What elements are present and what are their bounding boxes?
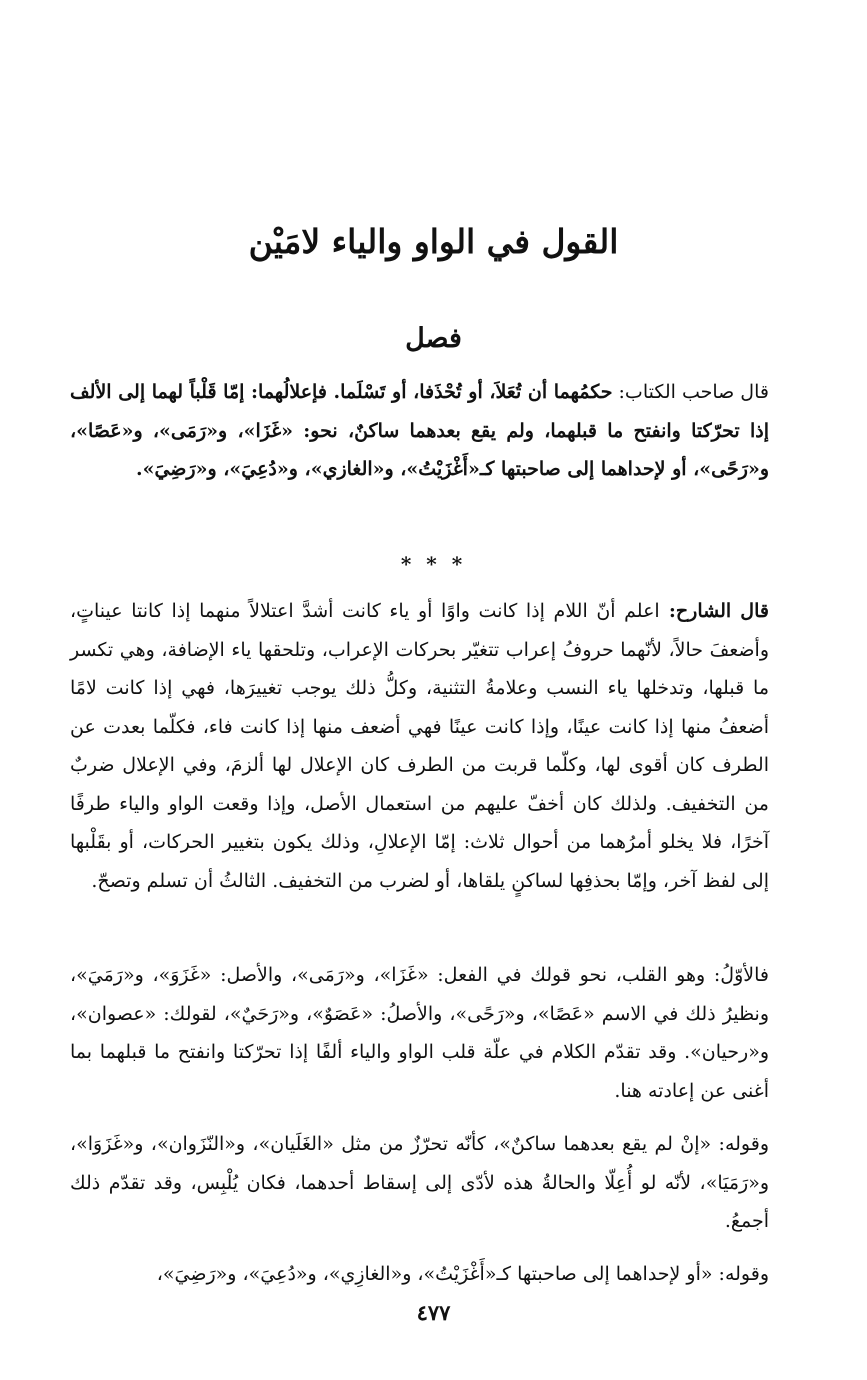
author-text-paragraph: [70, 373, 797, 489]
paragraph-condition: وقوله: «إنْ لم يقع بعدهما ساكنٌ»، كأنّه تحرّزٌ من مثل «الغَلَيان»، و«النّزَوان»، و«غَزَوَا»، و«رَمَيَا»، لأنّه لو أُعِلّا والحالةُ هذه لأدّى إلى إسقاط أحدهما، فكان يُلْبِس، وقد تقدّم ذلك أجمعُ.: [70, 1133, 769, 1232]
page-number: ٤٧٧: [416, 1300, 451, 1325]
chapter-title: القول في الواو والياء لامَيْن: [248, 222, 619, 261]
author-text: حكمُهما أن تُعَلاَ، أو تُحْذَفا، أو تَسْلَما. فإعلالُهما: إمّا قَلْباً لهما إلى الألف إذا تحرّكتا وانفتح ما قبلهما، ولم يقع بعدهما ساكنٌ، نحو: «غَزَا»، و«رَمَى»، و«عَصًا»، و«رَحًى»، أو لإحداهما إلى صاحبتها كـ«أَغْزَيْتُ»، و«الغازي»، و«دُعِيَ»، و«رَضِيَ».: [70, 381, 769, 480]
paragraph-continuation: وقوله: «أو لإحداهما إلى صاحبتها كـ«أَغْزَيْتُ»، و«الغازِي»، و«دُعِيَ»، و«رَضِيَ»،: [156, 1263, 769, 1285]
document-page: [70, 0, 797, 1380]
section-title: فصل: [405, 323, 462, 354]
commentator-label: قال الشارح:: [659, 600, 769, 622]
commentary-text: اعلم أنّ اللام إذا كانت واوًا أو ياء كانت أشدَّ اعتلالاً منهما إذا كانتا عيناتٍ، وأضعفَ حالاً، لأنّهما حروفُ إعراب تتغيّر بحركات الإعراب، وتلحقها ياء الإضافة، وهي تكسر ما قبلها، وتدخلها ياء النسب وعلامةُ التثنية، وكلُّ ذلك يوجب تغييرَها، فهي إذا كانت لامًا أضعفُ منها إذا كانت عينًا، وإذا كانت عينًا فهي أضعف منها إذا كانت فاء، فكلّما بعدت عن الطرف كان أقوى لها، وكلّما قربت من الطرف كان الإعلال لها ألزمَ، وفي الإعلال ضربٌ من التخفيف. ولذلك كان أخفّ عليهم من استعمال الأصل، وإذا وقعت الواو والياء طرفًا آخرًا، فلا يخلو أمرُهما من أحوال ثلاث: إمّا الإعلالِ، وذلك يكون بتغيير الحركات، أو بقَلْبها إلى لفظ آخر، وإمّا بحذفِها لساكنٍ يلقاها، أو لضرب من التخفيف. الثالثُ أن تسلم وتصحّ.: [70, 600, 769, 892]
paragraph-first-case: فالأوّلُ: وهو القلب، نحو قولك في الفعل: «غَزَا»، و«رَمَى»، والأصل: «غَزَوَ»، و«رَمَيَ»، ونظيرُ ذلك في الاسم «عَصًا»، و«رَحًى»، والأصلُ: «عَصَوٌ»، و«رَحَيٌ»، لقولك: «عصوان»، و«رحيان». وقد تقدّم الكلام في علّة قلب الواو والياء ألفًا إذا تحرّكتا وانفتح ما قبلهما بما أغنى عن إعادته هنا.: [70, 964, 769, 1102]
section-separator: * * *: [400, 552, 467, 576]
commentary-paragraph: [70, 592, 797, 900]
author-label: قال صاحب الكتاب:: [612, 381, 769, 403]
